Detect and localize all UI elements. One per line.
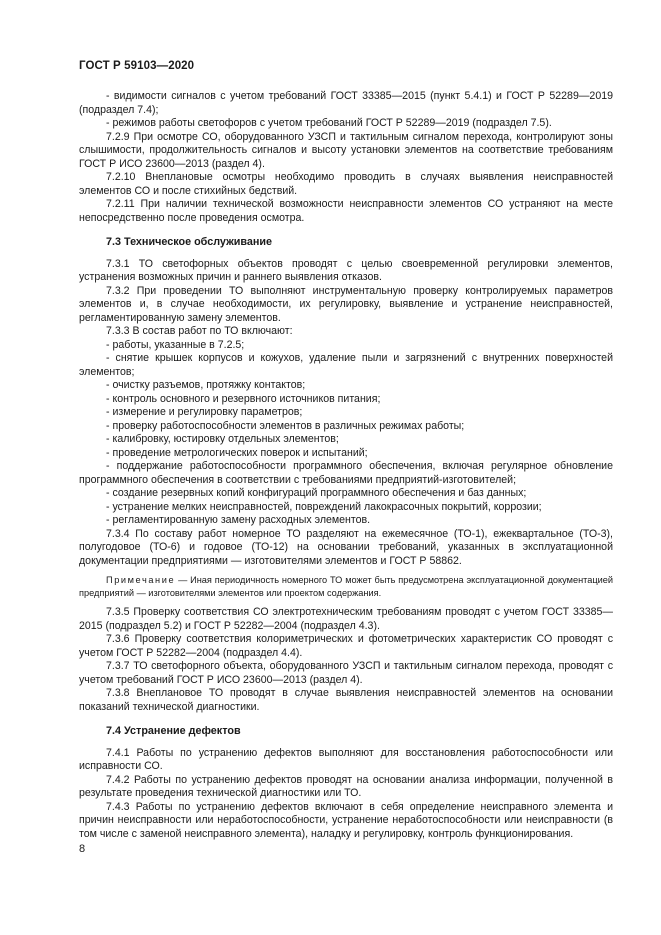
paragraph: - калибровку, юстировку отдельных элементов; [106,433,339,445]
paragraph: 7.3.6 Проверку соответствия колориметрических и фотометрических характеристик СО проводят с учетом ГОСТ Р 52282—2004 (подраздел 4.4). [79,633,613,659]
paragraph: 7.3.7 ТО светофорного объекта, оборудованного УЗСП и тактильным сигналом перехода, проводят с учетом требований ГОСТ Р ИСО 23600—2013 (раздел 4). [79,660,613,686]
paragraph: - регламентированную замену расходных элементов. [106,514,371,526]
paragraph: 7.3.3 В состав работ по ТО включают: [106,325,293,337]
paragraph: 7.3.5 Проверку соответствия СО электротехническим требованиям проводят с учетом ГОСТ 33385—2015 (подраздел 5.2) и ГОСТ Р 52282—2004 (подраздел 4.3). [79,606,613,632]
paragraph: - работы, указанные в 7.2.5; [106,338,245,351]
paragraph: 7.3.1 ТО светофорных объектов проводят с целью своевременной регулировки элементов, устранения возможных причин и раннего выявления отказов. [79,257,613,283]
paragraph: 7.4.1 Работы по устранению дефектов выполняют для восстановления работоспособности или исправности СО. [79,746,613,772]
paragraph: 7.3.8 Внеплановое ТО проводят в случае выявления неисправностей элементов на основании показаний технической диагностики. [79,687,613,713]
paragraph: - создание резервных копий конфигураций программного обеспечения и баз данных; [106,487,527,499]
paragraph: - очистку разъемов, протяжку контактов; [106,379,306,391]
paragraph: 7.4.3 Работы по устранению дефектов включают в себя определение неисправного элемента и причин неисправности или неработоспособности, устранение неработоспособности или неисправности (в том числе с заменой неисправного элемента), наладку и регулировку, контроль функционирования. [79,800,613,840]
note-paragraph [79,574,613,599]
note-label: Примечание [106,575,176,585]
paragraph: - устранение мелких неисправностей, повреждений лакокрасочных покрытий, коррозии; [106,500,542,513]
section-heading: 7.4 Устранение дефектов [106,725,241,737]
paragraph: 7.2.9 При осмотре СО, оборудованного УЗСП и тактильным сигналом перехода, контролируют зоны слышимости, продолжительность сигналов и высоту установки элементов на соответствие требованиям ГОСТ Р ИСО 23600—2013 (раздел 4). [79,130,613,170]
page-number: 8 [79,843,86,855]
paragraph: 7.2.11 При наличии технической возможности неисправности элементов СО устраняют на месте непосредственно после проведения осмотра. [79,198,613,224]
paragraph: 7.4.2 Работы по устранению дефектов проводят на основании анализа информации, полученной в результате проведения технической диагностики или ТО. [79,773,613,799]
paragraph: 7.3.4 По составу работ номерное ТО разделяют на ежемесячное (ТО-1), ежеквартальное (ТО-3), полугодовое (ТО-6) и годовое (ТО-12) на основании требований, указанных в эксплуатационной документации предприятиями — изготовителями элементов и ГОСТ Р 58862. [79,527,613,567]
paragraph: - контроль основного и резервного источников питания; [106,392,381,405]
paragraph: - проведение метрологических поверок и испытаний; [106,446,368,459]
paragraph: - видимости сигналов с учетом требований ГОСТ 33385—2015 (пункт 5.4.1) и ГОСТ Р 52289—2019 (подраздел 7.4); [79,90,613,116]
document-body [79,90,613,841]
paragraph: - проверку работоспособности элементов в различных режимах работы; [106,419,465,432]
paragraph: - поддержание работоспособности программного обеспечения, включая регулярное обновление программного обеспечения в соответствии с требованиями предприятий-изготовителей; [79,460,613,486]
paragraph: - измерение и регулировку параметров; [106,406,303,418]
paragraph: - режимов работы светофоров с учетом требований ГОСТ Р 52289—2019 (подраздел 7.5). [106,117,552,129]
paragraph: 7.3.2 При проведении ТО выполняют инструментальную проверку контролируемых параметров элементов и, в случае необходимости, их регулировку, выявление и устранение неисправностей, регламентированную замену элементов. [79,284,613,324]
note-text: — Иная периодичность номерного ТО может быть предусмотрена эксплуатационной документацией предприятий — изготовителями элементов или проектом содержания. [79,575,613,598]
document-header: ГОСТ Р 59103—2020 [79,60,195,72]
section-heading: 7.3 Техническое обслуживание [106,236,273,248]
paragraph: 7.2.10 Внеплановые осмотры необходимо проводить в случаях выявления неисправностей элементов СО и после стихийных бедствий. [79,171,613,197]
paragraph: - снятие крышек корпусов и кожухов, удаление пыли и загрязнений с внутренних поверхностей элементов; [79,352,613,378]
